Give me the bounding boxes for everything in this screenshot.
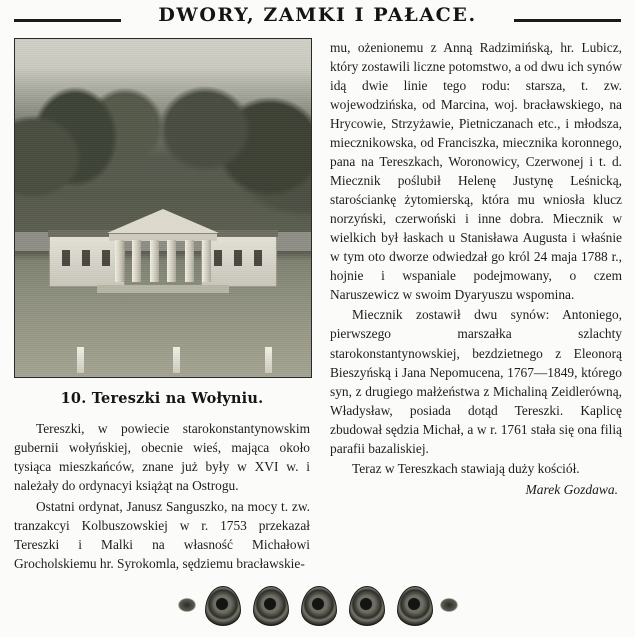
manor-house-photograph <box>14 38 312 378</box>
author-signature: Marek Gozdawa. <box>525 481 618 497</box>
photo-shrub <box>173 347 180 373</box>
masthead <box>0 4 635 26</box>
ornament-tip-left <box>178 598 196 612</box>
right-column-body <box>330 38 622 478</box>
masthead-rule-left <box>14 19 121 22</box>
manor-pediment <box>107 209 219 233</box>
paragraph: Miecznik zostawił dwu synów: Antoniego, pierwszego marszałka szlachty starokonstantynowskiej, bezdzietnego z Eleonorą Bieszyńską i Jana Nepomucena, 1767—1849, którego syn, z drugiego małżeństwa z Michaliną Zeidlerówną, Władysław, posiada dotąd Tereszki. Kaplicę zbudował sędzia Michał, a w r. 1761 stała się ona filią parafii bazaliskiej. <box>330 307 622 456</box>
ornament-feather <box>296 583 340 627</box>
page-title: DWORY, ZAMKI I PAŁACE. <box>158 4 477 26</box>
masthead-rule-right <box>514 19 621 22</box>
paragraph: mu, ożenionemu z Anną Radzimińską, hr. Lubicz, który zostawili liczne potomstwo, a od dwu ich synów idą dwie linie tego rodu: starsza, t. zw. wojewodzińska, od Marcina, woj. bracławskiego, na Hrycowie, Strzyżawie, Pietniczanach etc., i młodsza, miecznikowska, od Franciszka, miecznika koronnego, pana na Tereszkach, Woronowicy, Czerwonej i t. d. Miecznik poślubił Helenę Justynę Leśnicką, starościankę żytomierską, która mu wniosła klucz norzyński, czerwoński i inne dobra. Miecznik w wielkich był łaskach u Stanisława Augusta i właśnie w tym oto dworze odwiedzał go król 24 maja 1788 r., hojnie i wspaniale podejmowany, o czem Naruszewicz w swoim Dyaryuszu wspomina. <box>330 40 622 303</box>
photo-shrub <box>265 347 272 373</box>
ornament-feather <box>392 583 436 627</box>
paragraph: Tereszki, w powiecie starokonstantynowskim gubernii wołyńskiej, obecnie wieś, mająca około tysiąca mieszkańców, znane już były w XVI w. i należały do ordynacyi książąt na Ostrogu. <box>14 421 310 494</box>
right-column <box>330 38 622 498</box>
peacock-feather-rosette <box>0 583 635 627</box>
manor-columns <box>115 240 211 282</box>
paragraph: Ostatni ordynat, Janusz Sanguszko, na mocy t. zw. tranzakcyi Kolbuszowskiej w r. 1753 przekazał Tereszki i Malki na własność Michałowi Grocholskiemu hr. Syrokomla, sędziemu bracławskie- <box>14 499 310 572</box>
photo-manor-building <box>49 207 277 287</box>
left-column <box>14 38 310 573</box>
ornament-feather <box>344 583 388 627</box>
ornament-feather <box>200 583 244 627</box>
ornament-tip-right <box>440 598 458 612</box>
left-column-body <box>14 419 310 573</box>
photo-caption: 10. Tereszki na Wołyniu. <box>60 390 264 407</box>
paragraph: Teraz w Tereszkach stawiają duży kościół. <box>352 460 580 476</box>
manor-portico <box>107 209 219 287</box>
manor-steps <box>97 285 229 293</box>
photo-shrub <box>77 347 84 373</box>
ornament-feather <box>248 583 292 627</box>
